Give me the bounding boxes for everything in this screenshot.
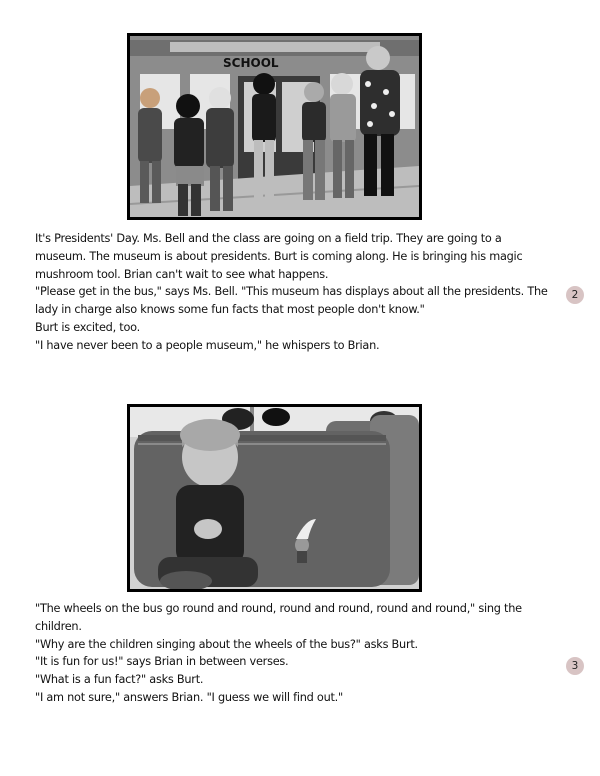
story-paragraph: "The wheels on the bus go round and round, round and round, round and round," sing the children. — [35, 602, 522, 633]
story-paragraph: "What is a fun fact?" asks Burt. — [35, 673, 204, 687]
story-text-page-2 — [35, 230, 550, 355]
page-number-badge: 2 — [566, 286, 584, 304]
bus-sign: SCHOOL — [223, 56, 279, 70]
illustration-bus-boarding — [127, 33, 422, 220]
story-paragraph: "I have never been to a people museum," he whispers to Brian. — [35, 338, 380, 352]
story-paragraph: "Please get in the bus," says Ms. Bell. "This museum has displays about all the presidents. The lady in charge also knows some fun facts that most people don't know." — [35, 285, 548, 317]
bus-boarding-picture — [130, 36, 419, 217]
bus-seat-picture — [130, 407, 419, 589]
story-paragraph: "It is fun for us!" says Brian in between verses. — [35, 655, 289, 669]
story-paragraph: It's Presidents' Day. Ms. Bell and the class are going on a field trip. They are going to a museum. The museum is about presidents. Burt is coming along. He is bringing his magic mushroom tool. Brian can't wait to see what happens. — [35, 232, 523, 281]
illustration-bus-seat — [127, 404, 422, 592]
story-paragraph: "Why are the children singing about the wheels of the bus?" asks Burt. — [35, 637, 418, 651]
story-paragraph: Burt is excited, too. — [35, 320, 140, 334]
page-number-badge: 3 — [566, 657, 584, 675]
story-paragraph: "I am not sure," answers Brian. "I guess we will find out." — [35, 690, 343, 704]
story-text-page-3 — [35, 600, 550, 707]
